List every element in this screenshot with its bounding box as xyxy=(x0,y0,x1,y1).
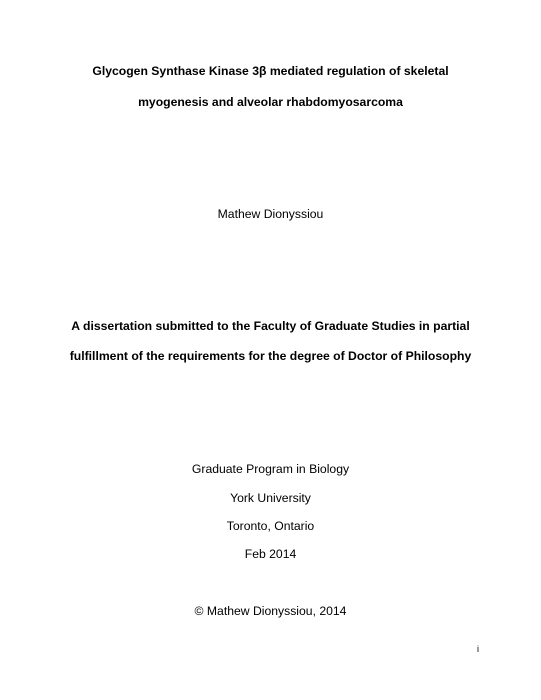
page-number: i xyxy=(477,644,479,654)
submission-statement-line-1: A dissertation submitted to the Faculty of Graduate Studies in partial xyxy=(71,319,470,333)
location: Toronto, Ontario xyxy=(226,519,315,533)
university-name: York University xyxy=(230,491,311,505)
submission-statement-line-2: fulfillment of the requirements for the degree of Doctor of Philosophy xyxy=(69,349,472,363)
thesis-title-line-1: Glycogen Synthase Kinase 3β mediated regulation of skeletal xyxy=(92,64,449,78)
thesis-title-line-2: myogenesis and alveolar rhabdomyosarcoma xyxy=(138,95,403,109)
copyright-notice: © Mathew Dionyssiou, 2014 xyxy=(194,604,347,618)
graduate-program: Graduate Program in Biology xyxy=(191,462,350,476)
submission-date: Feb 2014 xyxy=(244,547,297,561)
author-name: Mathew Dionyssiou xyxy=(217,207,324,221)
